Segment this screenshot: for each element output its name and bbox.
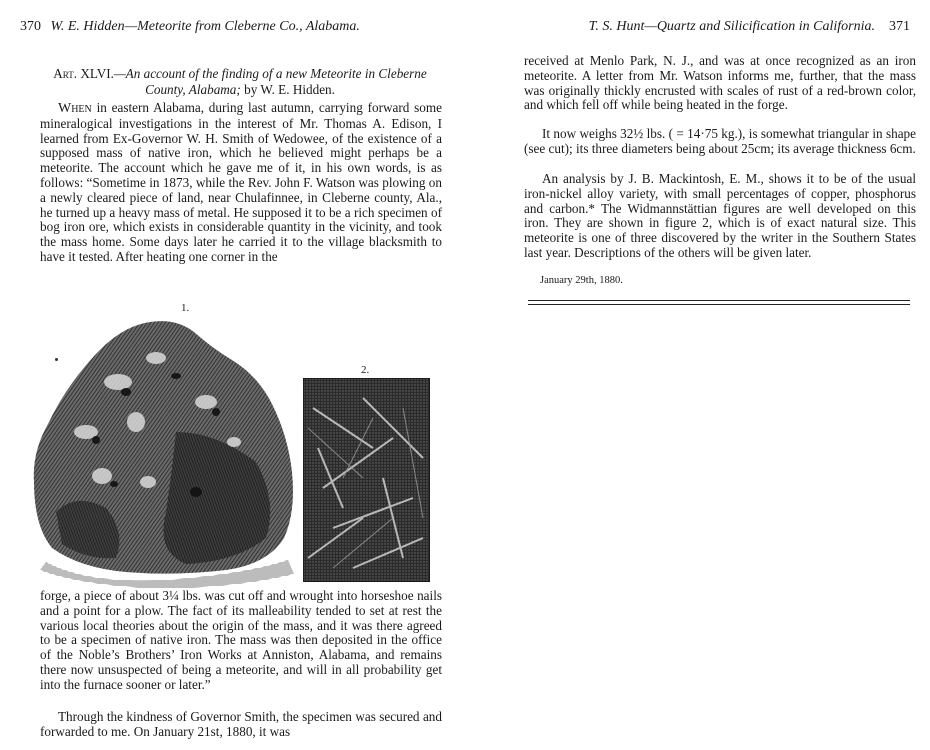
forge-paragraph: forge, a piece of about 3¼ lbs. was cut off and wrought into horseshoe nails and a point for a plow. The fact of its malleability tended to set at rest the various local theories about the origin of the mass, and it was there agreed to be a specimen of native iron. The mass was then deposited in the office of the Noble’s Brothers’ Iron Works at Anniston, Alabama, and remains there now unsuspected of being a meteorite, and will in all probability get into the furnace sooner or later.”: [40, 588, 442, 692]
left-page-number: 370: [20, 19, 41, 34]
right-running-title: T. S. Hunt—Quartz and Silicification in California.: [588, 19, 875, 34]
through-paragraph: Through the kindness of Governor Smith, the specimen was secured and forwarded to me. On January 21st, 1880, it was: [40, 709, 442, 739]
end-rule-bottom: [528, 304, 910, 305]
intro-text: in eastern Alabama, during last autumn, carrying forward some mineralogical investigations in the interest of Mr. Thomas A. Edison, I learned from Ex-Governor W. H. Smith of Wedowee, of the existence of a supposed mass of native iron, which he believed might perhaps be a meteorite. The account which he gave me of it, in his own words, is as follows: “Sometime in 1873, while the Rev. John F. Watson was plowing on a newly cleared piece of land, near Chulafinnee, in Cleberne county, Ala., he turned up a heavy mass of metal. He supposed it to be a rich specimen of bog iron ore, which exists in considerable quantity in the vicinity, and took the mass home. Some days later he carried it to the village blacksmith to have it tested. After heating one corner in the: [40, 100, 442, 264]
intro-first-word: When: [58, 101, 92, 116]
figure-1-label: 1.: [181, 302, 190, 314]
date-line: January 29th, 1880.: [540, 275, 623, 286]
figure-2-etched-section: [303, 378, 430, 582]
left-page-header: [20, 19, 360, 35]
analysis-paragraph: An analysis by J. B. Mackintosh, E. M., shows it to be of the usual iron-nickel alloy variety, with small percentages of copper, phosphorus and carbon.* The Widmannstättian figures are well developed on this iron. They are shown in figure 2, which is of exact natural size. This meteorite is one of three discovered by the writer in the Southern States last year. Descriptions of the others will be given later.: [524, 171, 916, 260]
article-number: Art. XLVI.: [53, 66, 114, 81]
right-page-number: 371: [889, 19, 910, 34]
intro-paragraph: [40, 101, 442, 265]
figure-1-meteorite-engraving: [26, 312, 302, 594]
article-byline: by W. E. Hidden.: [244, 82, 335, 97]
menlo-park-paragraph: received at Menlo Park, N. J., and was at once recognized as an iron meteorite. A letter from Mr. Watson informs me, further, that the mass was originally thickly encrusted with scales of rust of a red-brown color, and which fell off while being heated in the forge.: [524, 53, 916, 113]
left-running-title: W. E. Hidden—Meteorite from Cleberne Co., Alabama.: [50, 19, 360, 34]
article-title: —An account of the finding of a new Meteorite in Cleberne County, Alabama;: [113, 66, 427, 97]
weight-paragraph: It now weighs 32½ lbs. ( = 14·75 kg.), is somewhat triangular in shape (see cut); its three diameters being about 25cm; its average thickness 6cm.: [524, 126, 916, 156]
figure-2-label: 2.: [361, 364, 370, 376]
end-rule-top: [528, 300, 910, 301]
right-page-header: [520, 19, 910, 35]
article-title-block: [40, 66, 440, 98]
